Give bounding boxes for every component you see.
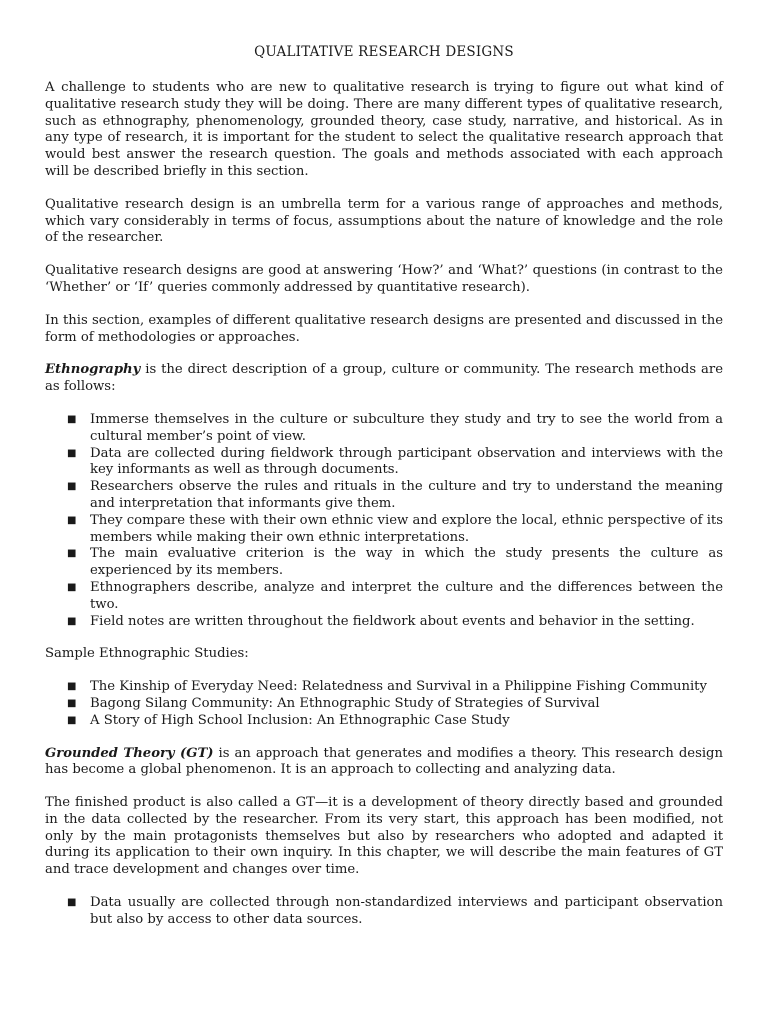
bullet-icon: ■ — [67, 897, 77, 909]
samples-heading: Sample Ethnographic Studies: — [45, 646, 249, 662]
list-item: ■ Data are collected during fieldwork through participant observation and interviews with the key informants as well as through documents. — [67, 445, 723, 478]
page-title: QUALITATIVE RESEARCH DESIGNS — [254, 44, 514, 60]
bullet-icon: ■ — [67, 581, 77, 593]
bullet-icon: ■ — [67, 681, 77, 693]
bullet-icon: ■ — [67, 548, 77, 560]
bullet-icon: ■ — [67, 714, 77, 726]
grounded-theory-paragraph — [45, 746, 723, 780]
ethnography-intro: is the direct description of a group, culture or community. The research methods are as follows: — [45, 362, 723, 395]
bullet-icon: ■ — [67, 481, 77, 493]
section-overview-paragraph: In this section, examples of different qualitative research designs are presented and discussed in the form of methodologies or approaches. — [45, 312, 723, 345]
grounded-theory-term: Grounded Theory (GT) — [45, 745, 214, 761]
bullet-icon: ■ — [67, 447, 77, 459]
intro-paragraph: A challenge to students who are new to qualitative research is trying to figure out what kind of qualitative research study they will be doing. There are many different types of qualitative research, such as ethnography, phenomenology, grounded theory, case study, narrative, and historical. As in any type of research, it is important for the student to select the qualitative research approach that would best answer the research question. The goals and methods associated with each approach will be described briefly in this section. — [45, 80, 723, 179]
ethnography-paragraph — [45, 362, 723, 396]
definition-paragraph: Qualitative research design is an umbrella term for a various range of approaches and methods, which vary considerably in terms of focus, assumptions about the nature of knowledge and the role of the researcher. — [45, 196, 723, 246]
list-item: ■ Data usually are collected through non-standardized interviews and participant observation but also by access to other data sources. — [67, 895, 723, 927]
grounded-theory-list — [45, 895, 723, 929]
bullet-icon: ■ — [67, 514, 77, 526]
list-item: ■ They compare these with their own ethnic view and explore the local, ethnic perspective of its members while making their own ethnic interpretations. — [67, 512, 723, 545]
ethnography-term: Ethnography — [45, 362, 141, 378]
grounded-theory-detail-paragraph: The finished product is also called a GT—it is a development of theory directly based and grounded in the data collected by the researcher. From its very start, this approach has been modified, not only by the main protagonists themselves but also by researchers who adopted and adapted it during its application to their own inquiry. In this chapter, we will describe the main features of GT and trace development and changes over time. — [45, 795, 723, 878]
list-item: ■ A Story of High School Inclusion: An Ethnographic Case Study — [67, 712, 510, 728]
questions-paragraph: Qualitative research designs are good at answering ‘How?’ and ‘What?’ questions (in contrast to the ‘Whether’ or ‘If’ queries commonly addressed by quantitative research). — [45, 263, 723, 295]
ethnographic-samples-list — [45, 679, 723, 729]
bullet-icon: ■ — [67, 615, 77, 627]
list-item: ■ The Kinship of Everyday Need: Relatedness and Survival in a Philippine Fishing Community — [67, 679, 707, 695]
ethnography-methods-list — [45, 412, 723, 630]
list-item: ■ Ethnographers describe, analyze and interpret the culture and the differences between the two. — [67, 579, 723, 612]
bullet-icon: ■ — [67, 413, 77, 425]
list-item: ■ Immerse themselves in the culture or subculture they study and try to see the world from a cultural member’s point of view. — [67, 411, 723, 444]
list-item: ■ Field notes are written throughout the fieldwork about events and behavior in the setting. — [67, 613, 695, 629]
bullet-icon: ■ — [67, 697, 77, 709]
list-item: ■ The main evaluative criterion is the way in which the study presents the culture as experienced by its members. — [67, 546, 723, 579]
list-item: ■ Bagong Silang Community: An Ethnographic Study of Strategies of Survival — [67, 695, 600, 711]
list-item: ■ Researchers observe the rules and rituals in the culture and try to understand the meaning and interpretation that informants give them. — [67, 479, 723, 511]
grounded-theory-intro: is an approach that generates and modifies a theory. This research design has become a global phenomenon. It is an approach to collecting and analyzing data. — [45, 745, 723, 778]
